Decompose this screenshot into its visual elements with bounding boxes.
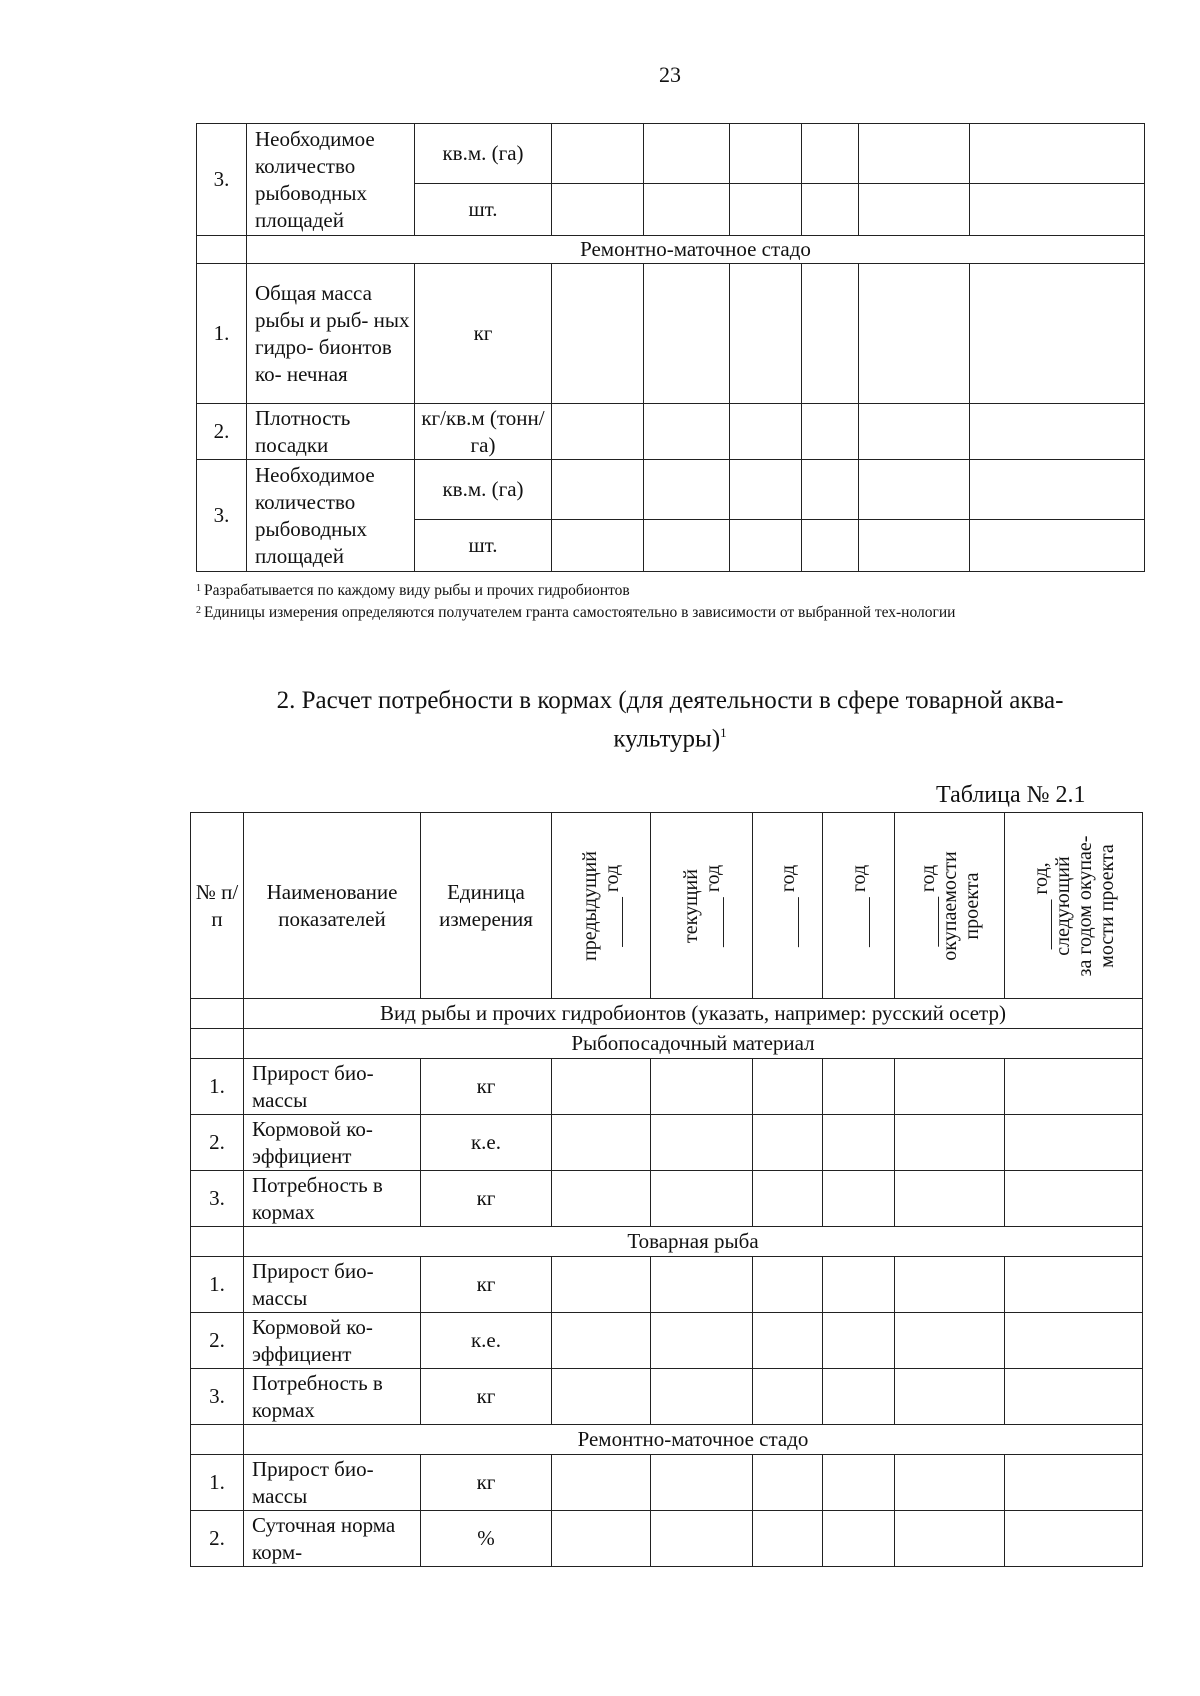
footnote-1 [196,582,1148,600]
section-row [191,1227,1143,1257]
value-cell [823,1511,895,1567]
indicator-name: Прирост био- массы [244,1257,421,1313]
value-cell [1005,1059,1143,1115]
row-number: 1. [191,1059,244,1115]
value-cell [823,1455,895,1511]
value-cell [1005,1313,1143,1369]
header-year-4: год [823,813,895,999]
indicator-name: Прирост био- массы [244,1455,421,1511]
species-title: Вид рыбы и прочих гидробионтов (указать, например: русский осетр) [244,999,1143,1029]
row-number: 1. [191,1257,244,1313]
value-cell [651,1511,753,1567]
value-cell [970,264,1145,404]
value-cell [802,460,859,520]
value-cell [1005,1171,1143,1227]
value-cell [895,1171,1005,1227]
indicator-name: Кормовой ко- эффициент [244,1313,421,1369]
value-cell [552,460,644,520]
value-cell [823,1257,895,1313]
value-cell [970,184,1145,236]
value-cell [753,1115,823,1171]
row-number: 3. [191,1171,244,1227]
value-cell [730,404,802,460]
value-cell [802,404,859,460]
indicator-name: Плотность посадки [247,404,415,460]
row-number: 1. [191,1455,244,1511]
value-cell [552,1059,651,1115]
value-cell [802,264,859,404]
feed-requirement-table [190,812,1143,1567]
indicator-name: Общая масса рыбы и рыб- ных гидро- бионтов ко- нечная [247,264,415,404]
table-row [191,1369,1143,1425]
table-row [191,1171,1143,1227]
value-cell [552,404,644,460]
value-cell [552,1455,651,1511]
value-cell [552,184,644,236]
footnote-2 [196,604,1148,622]
section-title: Ремонтно-маточное стадо [247,236,1145,264]
row-number: 2. [191,1511,244,1567]
value-cell [1005,1115,1143,1171]
value-cell [644,184,730,236]
value-cell [802,184,859,236]
value-cell [651,1115,753,1171]
empty-cell [191,1029,244,1059]
unit-cell: к.е. [421,1313,552,1369]
empty-cell [197,236,247,264]
value-cell [753,1369,823,1425]
table-row [191,1455,1143,1511]
section-row [191,1425,1143,1455]
value-cell [802,520,859,572]
unit-cell: кг [421,1171,552,1227]
value-cell [753,1171,823,1227]
unit-cell: % [421,1511,552,1567]
value-cell [552,1115,651,1171]
unit-cell: кг [421,1257,552,1313]
row-number: 1. [197,264,247,404]
table-row [191,1511,1143,1567]
header-previous-year: предыдущий год [552,813,651,999]
unit-cell: кв.м. (га) [415,460,552,520]
value-cell [802,124,859,184]
footnote-mark: 2 [196,605,201,616]
table-row [191,1313,1143,1369]
empty-cell [191,1425,244,1455]
indicator-name: Суточная норма корм- [244,1511,421,1567]
value-cell [552,1257,651,1313]
section-title: Ремонтно-маточное стадо [244,1425,1143,1455]
section-title: Товарная рыба [244,1227,1143,1257]
value-cell [644,124,730,184]
value-cell [644,460,730,520]
value-cell [823,1313,895,1369]
value-cell [895,1511,1005,1567]
page-number: 23 [659,62,681,87]
value-cell [651,1313,753,1369]
unit-cell: шт. [415,184,552,236]
table-row [191,1257,1143,1313]
header-current-year: текущий год [651,813,753,999]
value-cell [753,1059,823,1115]
value-cell [970,404,1145,460]
empty-cell [191,1227,244,1257]
value-cell [552,264,644,404]
value-cell [730,264,802,404]
value-cell [651,1369,753,1425]
species-row [191,999,1143,1029]
indicator-name: Необходимое количество рыбоводных площадей [247,460,415,572]
section-title: Рыбопосадочный материал [244,1029,1143,1059]
value-cell [859,184,970,236]
value-cell [644,264,730,404]
value-cell [895,1455,1005,1511]
footnote-mark: 1 [196,583,201,594]
table-row [197,404,1145,460]
value-cell [552,1171,651,1227]
value-cell [753,1257,823,1313]
value-cell [651,1455,753,1511]
value-cell [859,124,970,184]
value-cell [552,520,644,572]
row-number: 2. [191,1115,244,1171]
value-cell [859,460,970,520]
value-cell [970,460,1145,520]
value-cell [730,460,802,520]
section-heading [200,685,1140,755]
table-row [191,1115,1143,1171]
continuation-table [196,123,1145,572]
value-cell [895,1313,1005,1369]
value-cell [859,264,970,404]
value-cell [823,1059,895,1115]
value-cell [552,1369,651,1425]
table-row [197,460,1145,520]
value-cell [895,1059,1005,1115]
value-cell [895,1257,1005,1313]
unit-cell: кг [421,1369,552,1425]
indicator-name: Необходимое количество рыбоводных площадей [247,124,415,236]
value-cell [970,124,1145,184]
row-number: 2. [197,404,247,460]
value-cell [651,1257,753,1313]
value-cell [552,1511,651,1567]
value-cell [1005,1257,1143,1313]
unit-cell: кв.м. (га) [415,124,552,184]
value-cell [1005,1511,1143,1567]
value-cell [823,1115,895,1171]
header-row [191,813,1143,999]
table-caption: Таблица № 2.1 [936,782,1086,808]
row-number: 3. [197,124,247,236]
value-cell [859,520,970,572]
header-payback-year: год окупаемости проекта [895,813,1005,999]
value-cell [644,520,730,572]
value-cell [895,1369,1005,1425]
value-cell [552,124,644,184]
indicator-name: Кормовой ко- эффициент [244,1115,421,1171]
value-cell [730,520,802,572]
unit-cell: кг [421,1059,552,1115]
header-number: № п/п [191,813,244,999]
header-year-3: год [753,813,823,999]
heading-footnote-mark: 1 [720,725,727,740]
heading-line-1: 2. Расчет потребности в кормах (для деятельности в сфере товарной аква- [276,687,1064,714]
indicator-name: Потребность в кормах [244,1171,421,1227]
table-row [191,1059,1143,1115]
indicator-name: Потребность в кормах [244,1369,421,1425]
table-row [197,264,1145,404]
indicator-name: Прирост био- массы [244,1059,421,1115]
unit-cell: шт. [415,520,552,572]
header-unit: Единица измерения [421,813,552,999]
value-cell [859,404,970,460]
value-cell [753,1511,823,1567]
value-cell [1005,1455,1143,1511]
value-cell [651,1059,753,1115]
unit-cell: кг [421,1455,552,1511]
value-cell [753,1313,823,1369]
unit-cell: кг [415,264,552,404]
footnote-text: Единицы измерения определяются получателем гранта самостоятельно в зависимости от выбранной тех-нологии [204,604,956,621]
value-cell [644,404,730,460]
value-cell [651,1171,753,1227]
value-cell [730,124,802,184]
header-following-year: год, следующий за годом окупае- мости проекта [1005,813,1143,999]
row-number: 3. [197,460,247,572]
unit-cell: к.е. [421,1115,552,1171]
value-cell [823,1369,895,1425]
row-number: 3. [191,1369,244,1425]
value-cell [1005,1369,1143,1425]
value-cell [552,1313,651,1369]
section-row [191,1029,1143,1059]
value-cell [823,1171,895,1227]
empty-cell [191,999,244,1029]
footnote-text: Разрабатывается по каждому виду рыбы и прочих гидробионтов [204,582,630,599]
value-cell [970,520,1145,572]
heading-line-2: культуры)$^1$ [613,725,727,753]
header-indicator: Наименование показателей [244,813,421,999]
value-cell [895,1115,1005,1171]
table-row [197,124,1145,184]
value-cell [730,184,802,236]
unit-cell: кг/кв.м (тонн/га) [415,404,552,460]
value-cell [753,1455,823,1511]
section-row [197,236,1145,264]
row-number: 2. [191,1313,244,1369]
